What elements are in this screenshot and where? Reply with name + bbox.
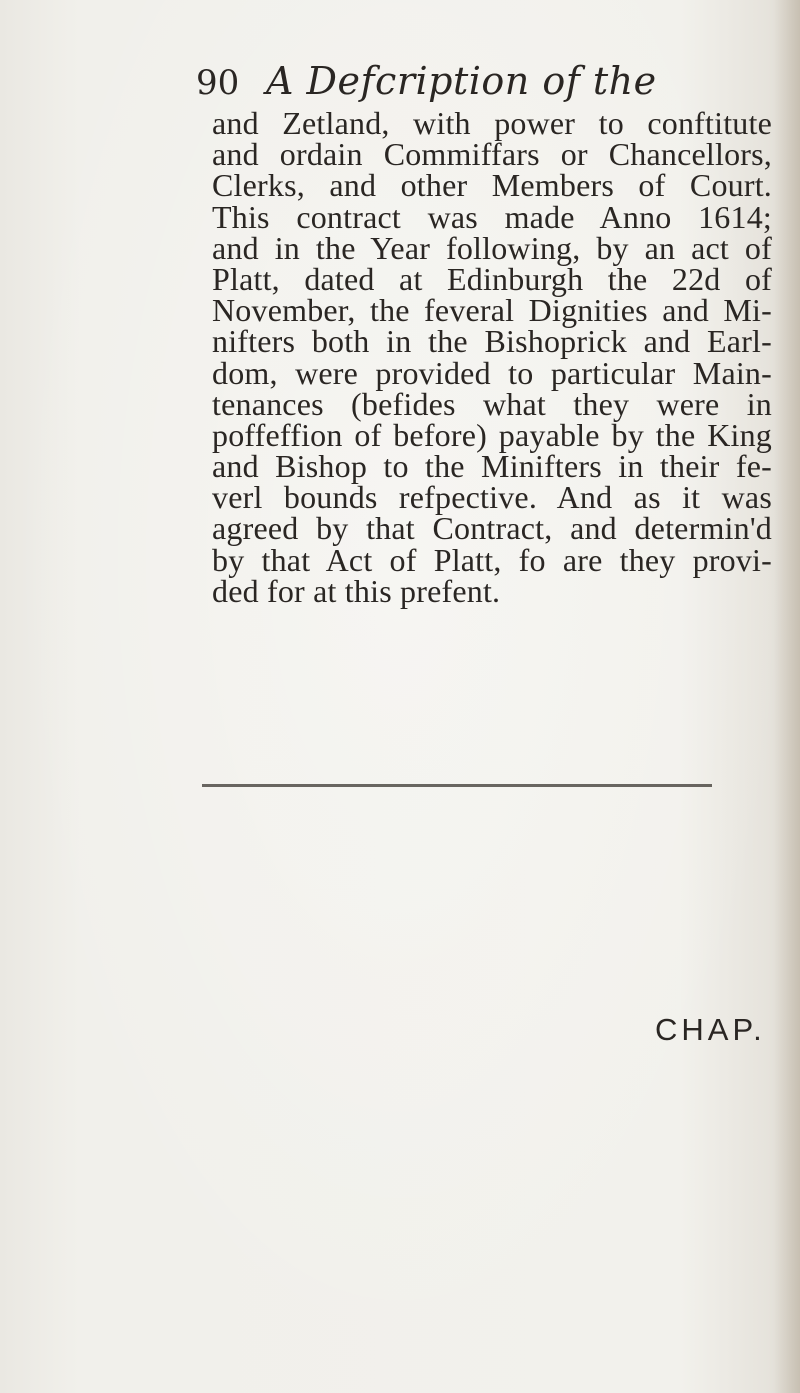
text-line: November, the feveral Dignities and Mi- <box>212 292 772 329</box>
text-line: and Zetland, with power to conftitute <box>212 105 772 141</box>
text-line: by that Act of Platt, fo are they provi- <box>212 541 772 578</box>
text-line: poffeffion of before) payable by the King <box>212 416 772 453</box>
body-text <box>212 105 772 609</box>
text-line: and Bishop to the Minifters in their fe- <box>212 448 772 485</box>
page-number: 90 <box>196 63 240 103</box>
text-line: dom, were provided to particular Main- <box>212 354 772 391</box>
text-line: Platt, dated at Edinburgh the 22d of <box>212 260 772 297</box>
text-line: verl bounds refpective. And as it was <box>212 479 772 516</box>
running-head <box>196 59 657 103</box>
text-line: This contract was made Anno 1614; <box>212 198 772 235</box>
section-rule <box>202 784 712 787</box>
text-line: and ordain Commiffars or Chancellors, <box>212 136 772 173</box>
text-line: tenances (befides what they were in <box>212 385 772 422</box>
page-edge-shadow <box>774 0 800 1393</box>
text-line: agreed by that Contract, and determin'd <box>212 510 772 547</box>
text-line: nifters both in the Bishoprick and Earl- <box>212 323 772 360</box>
text-line: Clerks, and other Members of Court. <box>212 167 772 204</box>
text-line: and in the Year following, by an act of <box>212 229 772 266</box>
running-head-title: A Defcription of the <box>266 59 657 103</box>
catchword: CHAP. <box>655 1012 766 1047</box>
text-line: ded for at this prefent. <box>212 572 501 609</box>
